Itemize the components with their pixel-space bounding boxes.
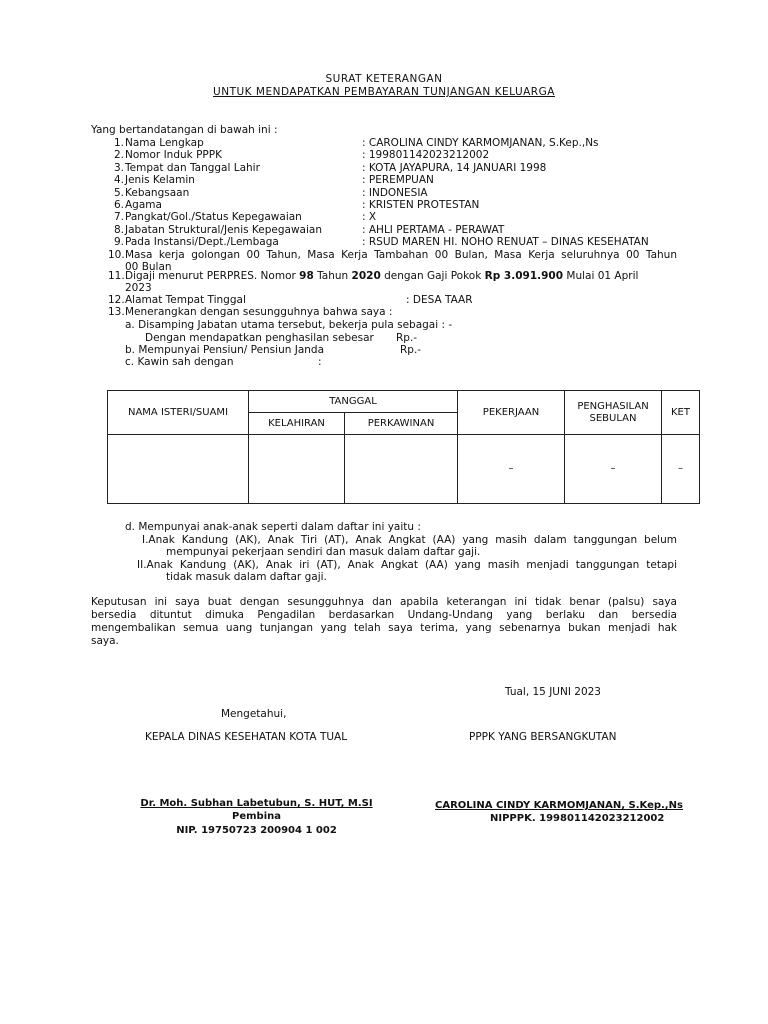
field-label: Nama Lengkap <box>125 137 204 149</box>
field-label: Jabatan Struktural/Jenis Kepegawaian <box>125 224 322 236</box>
field-value: : PEREMPUAN <box>362 174 434 186</box>
item-13a-sub-value: Rp.- <box>396 332 418 344</box>
cell-kelahiran <box>249 435 345 504</box>
field-label: Jenis Kelamin <box>125 174 195 186</box>
field-number: 8. <box>114 224 125 236</box>
item-d-ii-line2: tidak masuk dalam daftar gaji. <box>166 571 327 583</box>
right-signer-role: PPPK YANG BERSANGKUTAN <box>469 731 617 743</box>
item-d-i-line1: I.Anak Kandung (AK), Anak Tiri (AT), Anak Angkat (AA) yang masih dalam tanggungan belum <box>142 534 677 546</box>
field-value: : KOTA JAYAPURA, 14 JANUARI 1998 <box>362 162 547 174</box>
closing-line1: Keputusan ini saya buat dengan sesungguhnya dan apabila keterangan ini tidak benar (palsu) saya <box>91 596 677 608</box>
item-13b-value: Rp.- <box>400 344 422 356</box>
item-13a-label: a. Disamping Jabatan utama tersebut, bekerja pula sebagai : - <box>125 319 453 331</box>
header-pekerjaan: PEKERJAAN <box>458 391 565 435</box>
field-number: 2. <box>114 149 125 161</box>
item-11-number: 11. <box>108 270 125 282</box>
item-12-value: : DESA TAAR <box>406 294 473 306</box>
left-signer-nip: NIP. 19750723 200904 1 002 <box>176 825 337 836</box>
left-signer-role: KEPALA DINAS KESEHATAN KOTA TUAL <box>145 731 348 743</box>
cell-nama <box>108 435 249 504</box>
item-10-line2: 00 Bulan <box>125 261 172 273</box>
field-value: : CAROLINA CINDY KARMOMJANAN, S.Kep.,Ns <box>362 137 599 149</box>
field-number: 6. <box>114 199 125 211</box>
closing-line3: mengembalikan semua uang tunjangan yang telah saya terima, yang sebenarnya bukan menjadi hak <box>91 622 677 634</box>
item-12-number: 12. <box>108 294 125 306</box>
cell-perkawinan <box>345 435 458 504</box>
right-signer-nip: NIPPPK. 199801142023212002 <box>490 813 665 824</box>
right-signer-name: CAROLINA CINDY KARMOMJANAN, S.Kep.,Ns <box>435 800 683 811</box>
item-10-line1: Masa kerja golongan 00 Tahun, Masa Kerja Tambahan 00 Bulan, Masa Kerja seluruhnya 00 Tahun <box>125 249 677 261</box>
table-row <box>108 435 700 504</box>
header-ket: KET <box>662 391 700 435</box>
field-label: Kebangsaan <box>125 187 190 199</box>
cell-penghasilan: – <box>565 435 662 504</box>
item-13c-label: c. Kawin sah dengan <box>125 356 234 368</box>
document-title: SURAT KETERANGAN <box>325 73 443 85</box>
left-signer-rank: Pembina <box>232 811 281 822</box>
item-13-label: Menerangkan dengan sesungguhnya bahwa saya : <box>125 306 393 318</box>
field-number: 9. <box>114 236 125 248</box>
header-kelahiran: KELAHIRAN <box>249 413 345 435</box>
field-number: 5. <box>114 187 125 199</box>
field-value: : RSUD MAREN HI. NOHO RENUAT – DINAS KESEHATAN <box>362 236 649 248</box>
field-number: 1. <box>114 137 125 149</box>
spouse-table <box>107 390 700 504</box>
document-subtitle: UNTUK MENDAPATKAN PEMBAYARAN TUNJANGAN KELUARGA <box>213 86 555 98</box>
field-value: : 199801142023212002 <box>362 149 490 161</box>
header-penghasilan: PENGHASILAN SEBULAN <box>565 391 662 435</box>
item-12-label: Alamat Tempat Tinggal <box>125 294 246 306</box>
field-label: Tempat dan Tanggal Lahir <box>125 162 260 174</box>
field-number: 4. <box>114 174 125 186</box>
closing-line4: saya. <box>91 635 119 647</box>
header-perkawinan: PERKAWINAN <box>345 413 458 435</box>
item-11-line2: 2023 <box>125 282 152 294</box>
item-d-i-line2: mempunyai pekerjaan sendiri dan masuk dalam daftar gaji. <box>166 546 481 558</box>
field-label: Nomor Induk PPPK <box>125 149 222 161</box>
field-value: : X <box>362 211 377 223</box>
cell-ket: – <box>662 435 700 504</box>
item-13-number: 13. <box>108 306 125 318</box>
field-value: : INDONESIA <box>362 187 428 199</box>
header-tanggal: TANGGAL <box>249 391 458 413</box>
item-13c-value: : <box>318 356 322 368</box>
header-nama: NAMA ISTERI/SUAMI <box>108 391 249 435</box>
field-number: 3. <box>114 162 125 174</box>
place-date: Tual, 15 JUNI 2023 <box>505 686 601 698</box>
item-d-label: d. Mempunyai anak-anak seperti dalam daftar ini yaitu : <box>125 521 421 533</box>
field-number: 7. <box>114 211 125 223</box>
field-value: : KRISTEN PROTESTAN <box>362 199 480 211</box>
cell-pekerjaan: – <box>458 435 565 504</box>
item-13b-label: b. Mempunyai Pensiun/ Pensiun Janda <box>125 344 325 356</box>
closing-line2: bersedia dituntut dimuka Pengadilan berdasarkan Undang-Undang yang berlaku dan bersedia <box>91 609 677 621</box>
field-label: Agama <box>125 199 162 211</box>
item-10-number: 10. <box>108 249 125 261</box>
item-11-line1: Digaji menurut PERPRES. Nomor 98 Tahun 2020 dengan Gaji Pokok Rp 3.091.900 Mulai 01 April <box>125 270 639 282</box>
field-value: : AHLI PERTAMA - PERAWAT <box>362 224 505 236</box>
field-label: Pangkat/Gol./Status Kepegawaian <box>125 211 302 223</box>
mengetahui-label: Mengetahui, <box>221 708 287 720</box>
item-d-ii-line1: II.Anak Kandung (AK), Anak iri (AT), Anak Angkat (AA) yang masih menjadi tanggungan tetapi <box>137 559 677 571</box>
item-13a-sub: Dengan mendapatkan penghasilan sebesar <box>145 332 374 344</box>
intro-text: Yang bertandatangan di bawah ini : <box>91 124 278 136</box>
left-signer-name: Dr. Moh. Subhan Labetubun, S. HUT, M.SI <box>140 798 373 809</box>
field-label: Pada Instansi/Dept./Lembaga <box>125 236 279 248</box>
